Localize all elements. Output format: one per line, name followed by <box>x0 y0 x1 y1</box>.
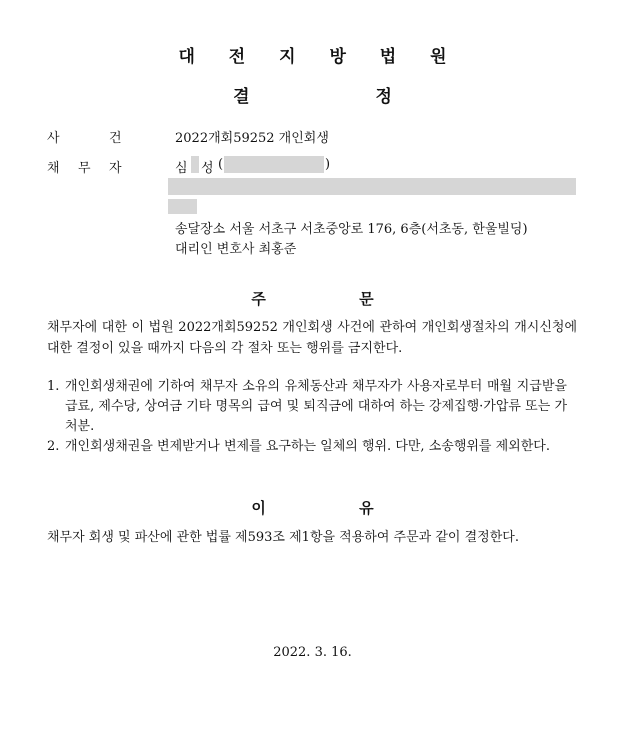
order-heading: 주 문 <box>251 290 418 308</box>
debtor-paren-close: ) <box>325 157 331 172</box>
case-label-char: 사 <box>47 131 60 146</box>
order-item-text: 개인회생채권을 변제받거나 변제를 요구하는 일체의 행위. 다만, 소송행위를 제외한다. <box>65 439 550 454</box>
order-item <box>47 437 567 457</box>
court-name: 대 전 지 방 법 원 <box>178 47 461 67</box>
debtor-name-end: 성 <box>201 161 214 176</box>
order-intro: 채무자에 대한 이 법원 2022개회59252 개인회생 사건에 관하여 개인회생절차의 개시신청에 대한 결정이 있을 때까지 다음의 각 절차 또는 행위를 금지한다. <box>47 320 577 356</box>
service-address: 송달장소 서울 서초구 서초중앙로 176, 6층(서초동, 한울빌딩) <box>175 222 528 237</box>
redaction-block <box>168 178 576 195</box>
reason-heading: 이 유 <box>251 499 418 517</box>
order-item-number: 2. <box>47 439 60 454</box>
debtor-label-char: 채 <box>47 161 60 176</box>
document-title: 결 정 <box>233 87 452 107</box>
debtor-label-char: 무 <box>78 161 91 176</box>
case-label-char: 건 <box>109 131 122 146</box>
debtor-name-start: 심 <box>175 161 188 176</box>
debtor-label-char: 자 <box>109 161 122 176</box>
order-item-text: 개인회생채권에 기하여 채무자 소유의 유체동산과 채무자가 사용자로부터 매월 지급받을 급료, 제수당, 상여금 기타 명목의 급여 및 퇴직금에 대하여 하는 강제집행·가압류 또는 가처분. <box>65 379 567 434</box>
debtor-paren-open: ( <box>218 157 224 172</box>
legal-agent: 대리인 변호사 최홍준 <box>175 242 297 257</box>
order-item-number: 1. <box>47 379 60 394</box>
case-number: 2022개회59252 개인회생 <box>175 131 329 146</box>
redaction-block <box>168 199 197 214</box>
reason-text: 채무자 회생 및 파산에 관한 법률 제593조 제1항을 적용하여 주문과 같이 결정한다. <box>47 530 519 545</box>
decision-date: 2022. 3. 16. <box>273 645 352 660</box>
redaction-block <box>191 156 199 173</box>
order-item <box>47 377 567 437</box>
redaction-block <box>224 156 324 173</box>
